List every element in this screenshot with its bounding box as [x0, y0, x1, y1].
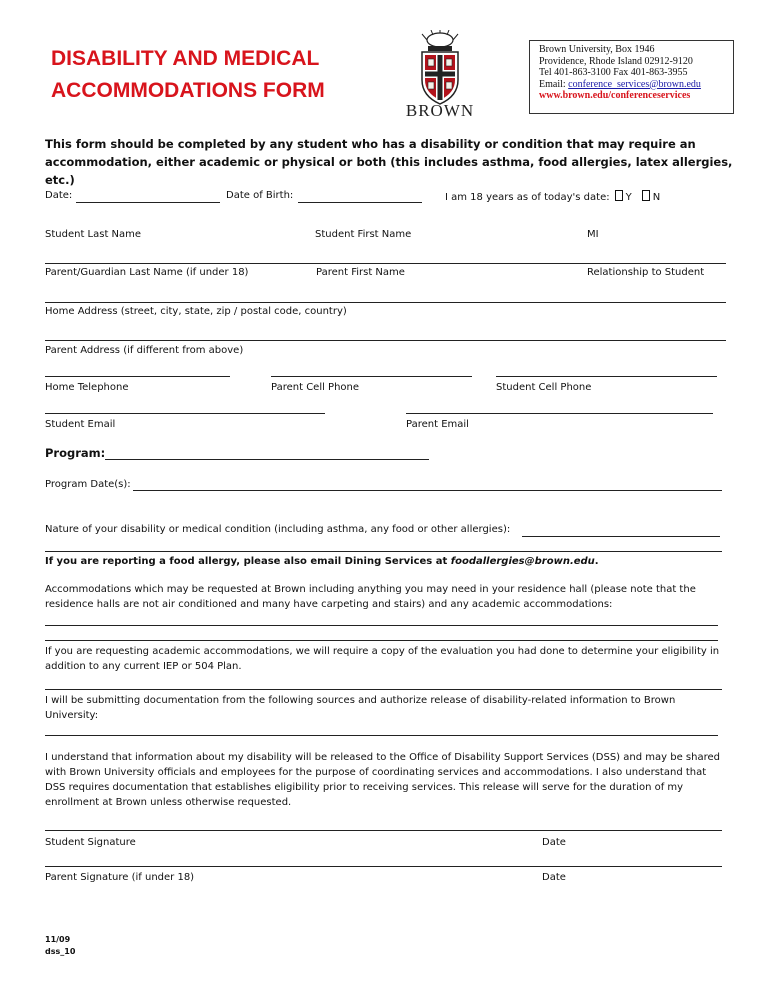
no-label: N — [652, 192, 661, 203]
parent-address-line[interactable] — [45, 340, 726, 341]
academic-line[interactable] — [45, 689, 722, 690]
parent-email-label: Parent Email — [406, 419, 469, 430]
home-address-label: Home Address (street, city, state, zip / postal code, country) — [45, 306, 347, 317]
age-question — [445, 190, 660, 204]
release-text: I understand that information about my disability will be released to the Office of Disability Support Services (DSS) and may be shared with Brown University officials and employees for the purpose of coordinating services and accommodations. I also understand that DSS requires documentation that establishes eligibility prior to receiving services. This release will serve for the duration of my enrollment at Brown unless otherwise requested. — [45, 752, 720, 808]
relationship-label: Relationship to Student — [587, 267, 705, 278]
home-phone-label: Home Telephone — [45, 382, 129, 393]
student-date-label: Date — [542, 837, 566, 848]
home-phone-field[interactable] — [45, 376, 230, 377]
parent-date-label: Date — [542, 872, 566, 883]
no-checkbox[interactable] — [642, 190, 650, 201]
food-allergy-note — [45, 556, 599, 568]
student-signature-line[interactable] — [45, 830, 722, 831]
academic-text: If you are requesting academic accommodations, we will require a copy of the evaluation you had done to determine your eligibility in addition to any current IEP or 504 Plan. — [45, 646, 720, 672]
student-email-field[interactable] — [45, 413, 325, 414]
food-allergy-email[interactable]: foodallergies@brown.edu — [450, 556, 595, 567]
parent-email-field[interactable] — [406, 413, 713, 414]
student-signature-label: Student Signature — [45, 837, 136, 848]
address-line3: Tel 401-863-3100 Fax 401-863-3955 — [539, 67, 688, 78]
email-line — [539, 79, 733, 91]
nature-field-line2[interactable] — [45, 551, 722, 552]
food-allergy-text: If you are reporting a food allergy, please also email Dining Services at — [45, 556, 451, 567]
home-address-line[interactable] — [45, 302, 726, 303]
yes-checkbox[interactable] — [615, 190, 623, 201]
food-allergy-end: . — [594, 556, 599, 567]
parent-first-label: Parent First Name — [316, 267, 405, 278]
website-link[interactable]: www.brown.edu/conferenceservices — [539, 90, 691, 101]
student-cell-label: Student Cell Phone — [496, 382, 592, 393]
date-label: Date: — [45, 190, 73, 201]
accommodations-line1[interactable] — [45, 625, 718, 626]
nature-label: Nature of your disability or medical condition (including asthma, any food or other allergies): — [45, 524, 511, 535]
student-first-label: Student First Name — [315, 229, 412, 240]
student-cell-field[interactable] — [496, 376, 717, 377]
mi-label: MI — [587, 229, 599, 240]
yes-label: Y — [625, 192, 632, 203]
email-link[interactable]: conference_services@brown.edu — [568, 78, 701, 90]
documentation-line[interactable] — [45, 735, 718, 736]
footer-date-code: 11/09 — [45, 935, 71, 944]
address-line2: Providence, Rhode Island 02912-9120 — [539, 55, 693, 67]
parent-cell-field[interactable] — [271, 376, 472, 377]
form-title-line2: ACCOMMODATIONS FORM — [51, 79, 325, 102]
brown-logo — [400, 30, 480, 122]
parent-last-label: Parent/Guardian Last Name (if under 18) — [45, 267, 249, 278]
date-field[interactable] — [76, 202, 220, 203]
program-label: Program: — [45, 446, 106, 460]
address-line1: Brown University, Box 1946 — [539, 44, 655, 55]
age-question-label: I am 18 years as of today's date: — [445, 192, 610, 203]
parent-name-line[interactable] — [45, 263, 726, 264]
student-last-label: Student Last Name — [45, 229, 142, 240]
program-field[interactable] — [105, 459, 429, 460]
form-title-line1: DISABILITY AND MEDICAL — [51, 47, 320, 70]
program-dates-field[interactable] — [133, 490, 722, 491]
contact-box — [529, 40, 734, 114]
parent-signature-line[interactable] — [45, 866, 722, 867]
nature-field[interactable] — [522, 536, 720, 537]
dob-field[interactable] — [298, 202, 422, 203]
student-email-label: Student Email — [45, 419, 116, 430]
brown-wordmark: BROWN — [405, 101, 475, 120]
parent-signature-label: Parent Signature (if under 18) — [45, 872, 195, 883]
accommodations-line2[interactable] — [45, 640, 718, 641]
email-label: Email: — [539, 78, 569, 90]
program-dates-label: Program Date(s): — [45, 479, 131, 490]
documentation-text: I will be submitting documentation from the following sources and authorize release of disability-related information to Brown University: — [45, 695, 676, 721]
parent-address-label: Parent Address (if different from above) — [45, 345, 244, 356]
parent-cell-label: Parent Cell Phone — [271, 382, 360, 393]
dob-label: Date of Birth: — [226, 190, 294, 201]
footer-form-code: dss_10 — [45, 947, 76, 956]
intro-text: This form should be completed by any student who has a disability or condition that may require an accommodation, either academic or physical or both (this includes asthma, food allergies, latex allergies, etc.) — [45, 137, 733, 187]
brown-shield-icon — [400, 30, 480, 108]
accommodations-text: Accommodations which may be requested at Brown including anything you may need in your residence hall (please note that the residence halls are not air conditioned and many have carpeting and stairs) and any academic accommodations: — [45, 584, 696, 610]
